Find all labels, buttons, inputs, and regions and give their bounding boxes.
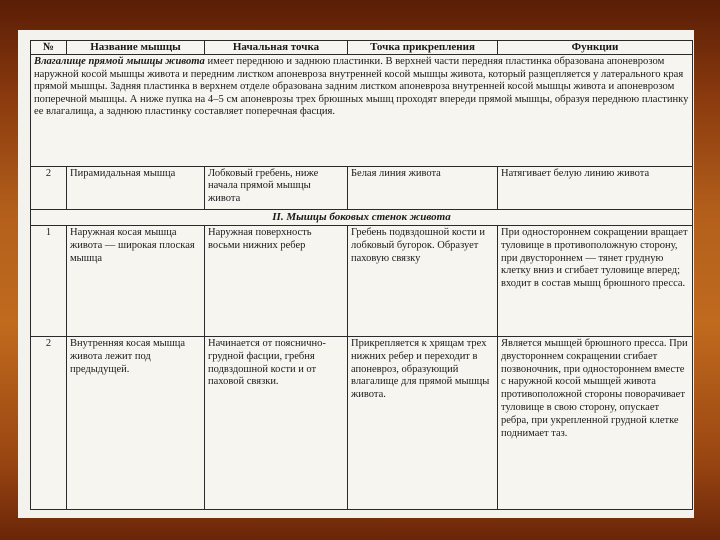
row-number: 2 [31, 337, 67, 510]
function-cell: При одностороннем сокращении вращает туловище в противоположную сторону, при двустороннем — тянет грудную клетку вниз и сгибает туловище вперед; входит в состав мышц брюшного пресса. [498, 226, 693, 337]
section-title: II. Мышцы боковых стенок живота [31, 209, 693, 225]
origin-cell: Лобковый гребень, ниже начала прямой мышцы живота [205, 166, 348, 209]
row-number: 2 [31, 166, 67, 209]
vagina-description-cell [31, 55, 693, 166]
vagina-description-text: имеет переднюю и заднюю пластинки. В верхней части передняя пластинка образована апоневрозом наружной косой мышцы живота и передним листком апоневроза внутренней косой мышцы живота, который разщепляется у латерального края прямой мышцы. Задняя пластинка в верхнем отделе образована задним листком апоневроза внутренней косой мышцы живота и апоневрозом поперечной мышцы. А ниже пупка на 4–5 см апоневрозы трех брюшных мышц проходят впереди прямой мышцы, образуя переднюю пластинку ее влагалища, а заднюю пластинку составляет поперечная фасция. [34, 56, 689, 118]
function-cell: Натягивает белую линию живота [498, 166, 693, 209]
function-cell: Является мышцей брюшного пресса. При двустороннем сокращении сгибает позвоночник, при одностороннем вместе с наружной косой мышцей живота противоположной стороны поворачивает туловище в свою сторону, опускает ребра, при укрепленной грудной клетке поднимает таз. [498, 337, 693, 510]
table-row [31, 166, 693, 209]
header-muscle-name: Название мышцы [67, 41, 205, 55]
insertion-cell: Гребень подвздошной кости и лобковый бугорок. Образует паховую связку [348, 226, 498, 337]
table-row [31, 226, 693, 337]
row-number: 1 [31, 226, 67, 337]
header-number: № [31, 41, 67, 55]
header-origin: Начальная точка [205, 41, 348, 55]
header-functions: Функции [498, 41, 693, 55]
vagina-title: Влагалище прямой мышцы живота [34, 56, 205, 68]
muscles-table [30, 40, 693, 510]
section-header-row [31, 209, 693, 225]
table-header-row [31, 41, 693, 55]
scanned-table-image [30, 40, 692, 510]
muscle-name-cell: Внутренняя косая мышца живота лежит под предыдущей. [67, 337, 205, 510]
insertion-cell: Прикрепляется к хрящам трех нижних ребер и переходит в апоневроз, образующий влагалище для прямой мышцы живота. [348, 337, 498, 510]
vagina-description-row [31, 55, 693, 166]
muscle-name-cell: Наружная косая мышца живота — широкая плоская мышца [67, 226, 205, 337]
origin-cell: Начинается от пояснично-грудной фасции, гребня подвздошной кости и от паховой связки. [205, 337, 348, 510]
muscle-name-cell: Пирамидальная мышца [67, 166, 205, 209]
origin-cell: Наружная поверхность восьми нижних ребер [205, 226, 348, 337]
header-insertion: Точка прикрепления [348, 41, 498, 55]
table-row [31, 337, 693, 510]
insertion-cell: Белая линия живота [348, 166, 498, 209]
